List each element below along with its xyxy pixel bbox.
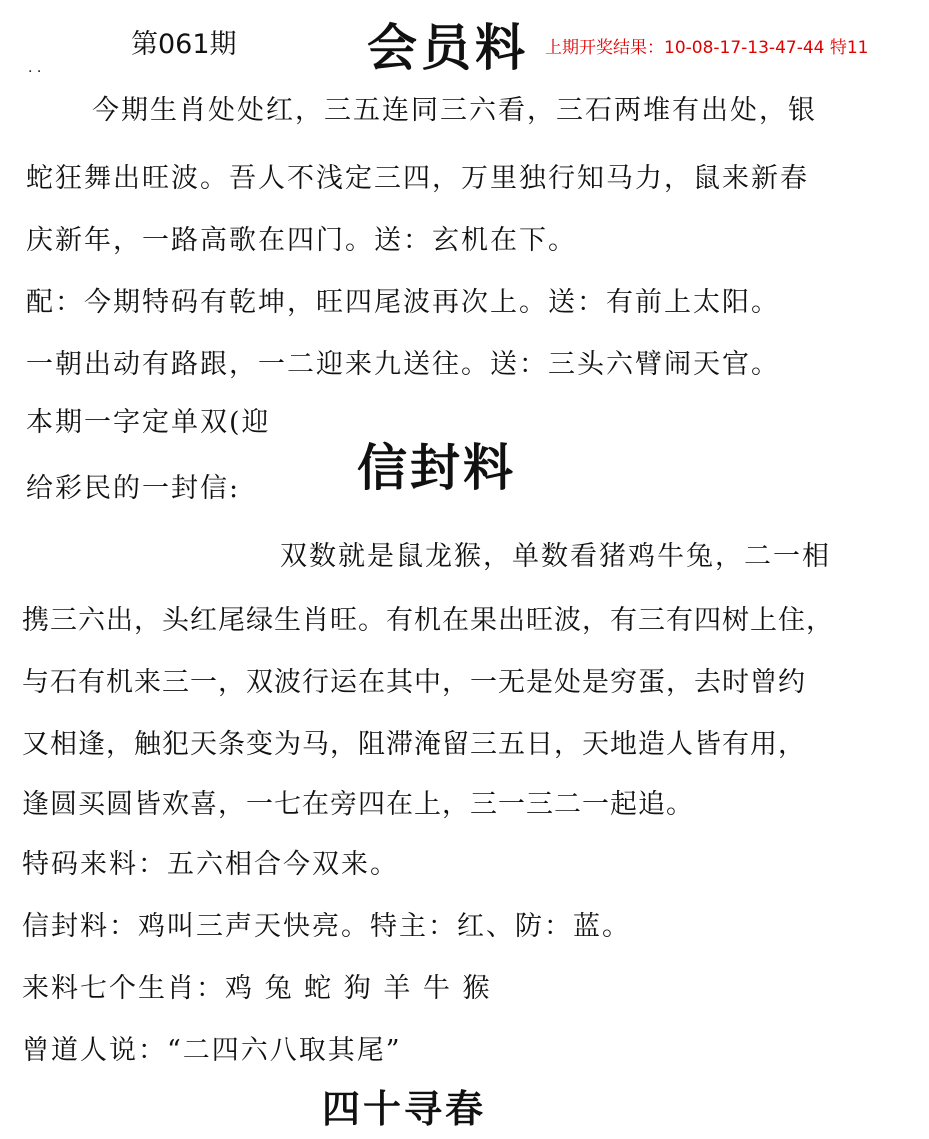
envelope-clue-line: 信封料：鸡叫三声天快亮。特主：红、防：蓝。 bbox=[22, 911, 631, 942]
page-title: 会员料 bbox=[367, 18, 529, 77]
envelope-line-4: 又相逢，触犯天条变为马，阻滞淹留三五日，天地造人皆有用， bbox=[22, 729, 806, 760]
letter-intro: 给彩民的一封信: bbox=[26, 473, 241, 504]
envelope-line-2: 携三六出，头红尾绿生肖旺。有机在果出旺波，有三有四树上住， bbox=[22, 605, 834, 636]
poem-line-1: 今期生肖处处红，三五连同三六看，三石两堆有出处，银 bbox=[92, 95, 817, 126]
poem-line-6: 本期一字定单双(迎 bbox=[26, 407, 271, 438]
envelope-line-5: 逢圆买圆皆欢喜，一七在旁四在上，三一三二一起追。 bbox=[22, 789, 694, 820]
envelope-line-1: 双数就是鼠龙猴，单数看猪鸡牛兔，二一相 bbox=[280, 541, 831, 572]
special-code-line: 特码来料：五六相合今双来。 bbox=[22, 849, 399, 880]
quote-line: 曾道人说：“二四六八取其尾” bbox=[22, 1035, 402, 1066]
envelope-line-3: 与石有机来三一，双波行运在其中，一无是处是穷蛋，去时曾约 bbox=[22, 667, 806, 698]
decorative-dots: . . bbox=[28, 60, 42, 76]
poem-line-3: 庆新年，一路高歌在四门。送：玄机在下。 bbox=[26, 225, 577, 256]
envelope-title: 信封料 bbox=[357, 438, 516, 497]
footer-title: 四十寻春 bbox=[322, 1086, 487, 1131]
zodiac-list-line: 来料七个生肖：鸡 兔 蛇 狗 羊 牛 猴 bbox=[22, 973, 492, 1004]
poem-line-2: 蛇狂舞出旺波。吾人不浅定三四，万里独行知马力，鼠来新春 bbox=[26, 163, 809, 194]
issue-number: 第061期 bbox=[131, 29, 237, 60]
last-draw-result: 上期开奖结果：10-08-17-13-47-44 特11 bbox=[545, 38, 869, 58]
poem-line-5: 一朝出动有路跟，一二迎来九送往。送：三头六臂闹天官。 bbox=[26, 349, 780, 380]
poem-line-4: 配：今期特码有乾坤，旺四尾波再次上。送：有前上太阳。 bbox=[26, 287, 780, 318]
